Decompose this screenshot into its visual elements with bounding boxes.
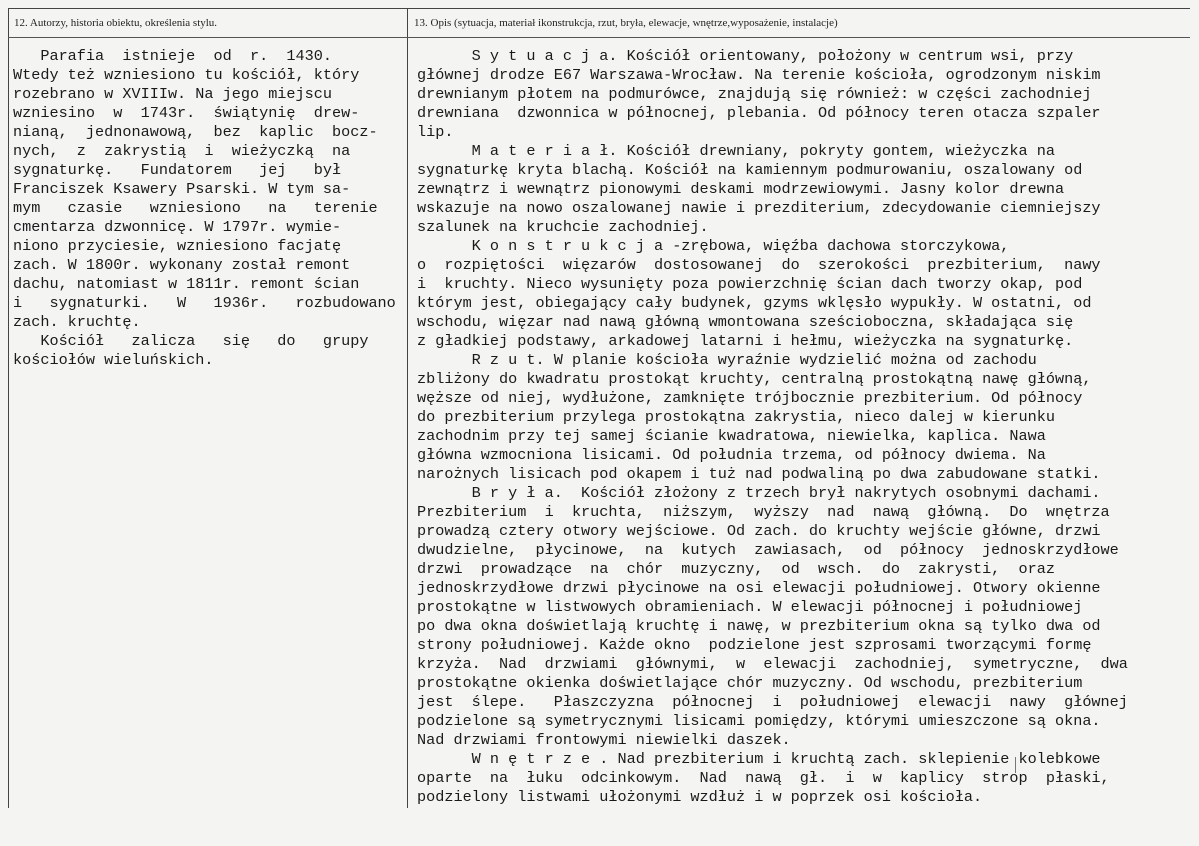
text-line: dachu, natomiast w 1811r. remont ścian xyxy=(13,275,360,293)
text-line: zach. W 1800r. wykonany został remont xyxy=(13,256,351,274)
text-line: wzniesino w 1743r. świątynię drew- xyxy=(13,104,360,122)
text-line: którym jest, obiegający cały budynek, gzyms wklęsło wypukły. W ostatni, od xyxy=(417,294,1092,312)
text-line: po dwa okna doświetlają kruchtę i nawę, w prezbiterium okna są tylko dwa od xyxy=(417,617,1101,635)
text-line: nych, z zakrystią i wieżyczką na xyxy=(13,142,351,160)
text-line: dwudzielne, płycinowe, na kutych zawiasach, od północy jednoskrzydłowe xyxy=(417,541,1119,559)
text-line: niono przyciesie, wzniesiono facjatę xyxy=(13,237,342,255)
text-line: o rozpiętości więzarów dostosowanej do szerokości prezbiterium, nawy xyxy=(417,256,1101,274)
text-line: Nad drzwiami frontowymi niewielki daszek. xyxy=(417,731,791,749)
text-line: Prezbiterium i kruchta, niższym, wyższy nad nawą główną. Do wnętrza xyxy=(417,503,1110,521)
text-line: podzielone są symetrycznymi lisicami pomiędzy, którymi umieszczone są okna. xyxy=(417,712,1101,730)
text-line: zewnątrz i wewnątrz pionowymi deskami modrzewiowymi. Jasny kolor drewna xyxy=(417,180,1065,198)
text-line: B r y ł a. Kościół złożony z trzech brył nakrytych osobnymi dachami. xyxy=(417,484,1101,502)
text-line: prostokątne okienka doświetlające chór muzyczny. Od wschodu, prezbiterium xyxy=(417,674,1083,692)
text-line: rozebrano w XVIIIw. Na jego miejscu xyxy=(13,85,332,103)
text-line: M a t e r i a ł. Kościół drewniany, pokryty gontem, wieżyczka na xyxy=(417,142,1055,160)
text-line: zach. kruchtę. xyxy=(13,313,141,331)
text-line: z gładkiej podstawy, arkadowej latarni i hełmu, wieżyczka na sygnaturkę. xyxy=(417,332,1074,350)
text-line: i kruchty. Nieco wysunięty poza powierzchnię ścian dach tworzy okap, pod xyxy=(417,275,1083,293)
text-line: W n ę t r z e . Nad prezbiterium i kruchtą zach. sklepienie kolebkowe xyxy=(417,750,1101,768)
text-line: prowadzą cztery otwory wejściowe. Od zach. do kruchty wejście główne, drzwi xyxy=(417,522,1101,540)
text-line: K o n s t r u k c j a -zrębowa, więźba dachowa storczykowa, xyxy=(417,237,1010,255)
text-line: krzyża. Nad drzwiami głównymi, w elewacji zachodniej, symetryczne, dwa xyxy=(417,655,1128,673)
text-line: sygnaturkę. Fundatorem jej był xyxy=(13,161,342,179)
column-divider xyxy=(407,8,408,808)
text-line: do prezbiterium przylega prostokątna zakrystia, nieco dalej w kierunku xyxy=(417,408,1055,426)
text-line: prostokątne w listwowych obramieniach. W elewacji północnej i południowej xyxy=(417,598,1083,616)
left-column-heading: 12. Autorzy, historia obiektu, określenia stylu. xyxy=(14,17,218,29)
description-text-column xyxy=(417,47,1185,807)
text-line: drewnianym płotem na podmurówce, znajdują się również: w części zachodniej xyxy=(417,85,1092,103)
text-line: S y t u a c j a. Kościół orientowany, położony w centrum wsi, przy xyxy=(417,47,1074,65)
text-line: R z u t. W planie kościoła wyraźnie wydzielić można od zachodu xyxy=(417,351,1037,369)
text-line: sygnaturkę kryta blachą. Kościół na kamiennym podmurowaniu, oszalowany od xyxy=(417,161,1083,179)
text-line: mym czasie wzniesiono na terenie xyxy=(13,199,378,217)
text-line: węższe od niej, wydłużone, zamknięte trójbocznie prezbiterium. Od północy xyxy=(417,389,1083,407)
text-line: jest ślepe. Płaszczyzna północnej i południowej elewacji nawy głównej xyxy=(417,693,1128,711)
text-line: i sygnaturki. W 1936r. rozbudowano xyxy=(13,294,396,312)
text-line: podzielony listwami ułożonymi wzdłuż i w poprzek osi kościoła. xyxy=(417,788,983,806)
text-line: jednoskrzydłowe drzwi płycinowe na osi elewacji południowej. Otwory okienne xyxy=(417,579,1101,597)
text-line: wskazuje na nowo oszalowanej nawie i prezditerium, zdecydowanie ciemniejszy xyxy=(417,199,1101,217)
text-line: Parafia istnieje od r. 1430. xyxy=(13,47,332,65)
text-line: wschodu, więzar nad nawą główną wmontowana sześcioboczna, składająca się xyxy=(417,313,1074,331)
text-line: głównej drodze E67 Warszawa-Wrocław. Na terenie kościoła, ogrodzonym niskim xyxy=(417,66,1101,84)
text-line: narożnych lisicach pod okapem i tuż nad podwaliną po dwa zabudowane statki. xyxy=(417,465,1101,483)
text-line: główna wzmocniona lisicami. Od południa trzema, od północy dwiema. Na xyxy=(417,446,1046,464)
text-line: kościołów wieluńskich. xyxy=(13,351,214,369)
text-line: Kościół zalicza się do grupy xyxy=(13,332,369,350)
text-line: Wtedy też wzniesiono tu kościół, który xyxy=(13,66,360,84)
text-line: zachodnim przy tej samej ścianie kwadratowa, niewielka, kaplica. Nawa xyxy=(417,427,1046,445)
text-line: oparte na łuku odcinkowym. Nad nawą gł. i w kaplicy strop płaski, xyxy=(417,769,1110,787)
text-line: szalunek na kruchcie zachodniej. xyxy=(417,218,709,236)
right-column-heading: 13. Opis (sytuacja, materiał ikonstrukcja, rzut, bryła, elewacje, wnętrze,wyposażenie, instalacje) xyxy=(414,17,838,29)
text-line: Franciszek Ksawery Psarski. W tym sa- xyxy=(13,180,351,198)
frame-top-rule xyxy=(8,8,1190,9)
frame-left-rule xyxy=(8,8,9,808)
text-line: drzwi prowadzące na chór muzyczny, od wsch. do zakrysti, oraz xyxy=(417,560,1055,578)
text-line: cmentarza dzwonnicę. W 1797r. wymie- xyxy=(13,218,342,236)
header-rule xyxy=(8,37,1190,38)
text-line: lip. xyxy=(417,123,454,141)
text-line: strony południowej. Każde okno podzielone jest szprosami tworzącymi formę xyxy=(417,636,1092,654)
history-text-column xyxy=(13,47,405,370)
text-line: zbliżony do kwadratu prostokąt kruchty, centralną prostokątną nawę główną, xyxy=(417,370,1092,388)
text-line: nianą, jednonawową, bez kaplic bocz- xyxy=(13,123,378,141)
text-line: drewniana dzwonnica w północnej, plebania. Od północy teren otacza szpaler xyxy=(417,104,1101,122)
